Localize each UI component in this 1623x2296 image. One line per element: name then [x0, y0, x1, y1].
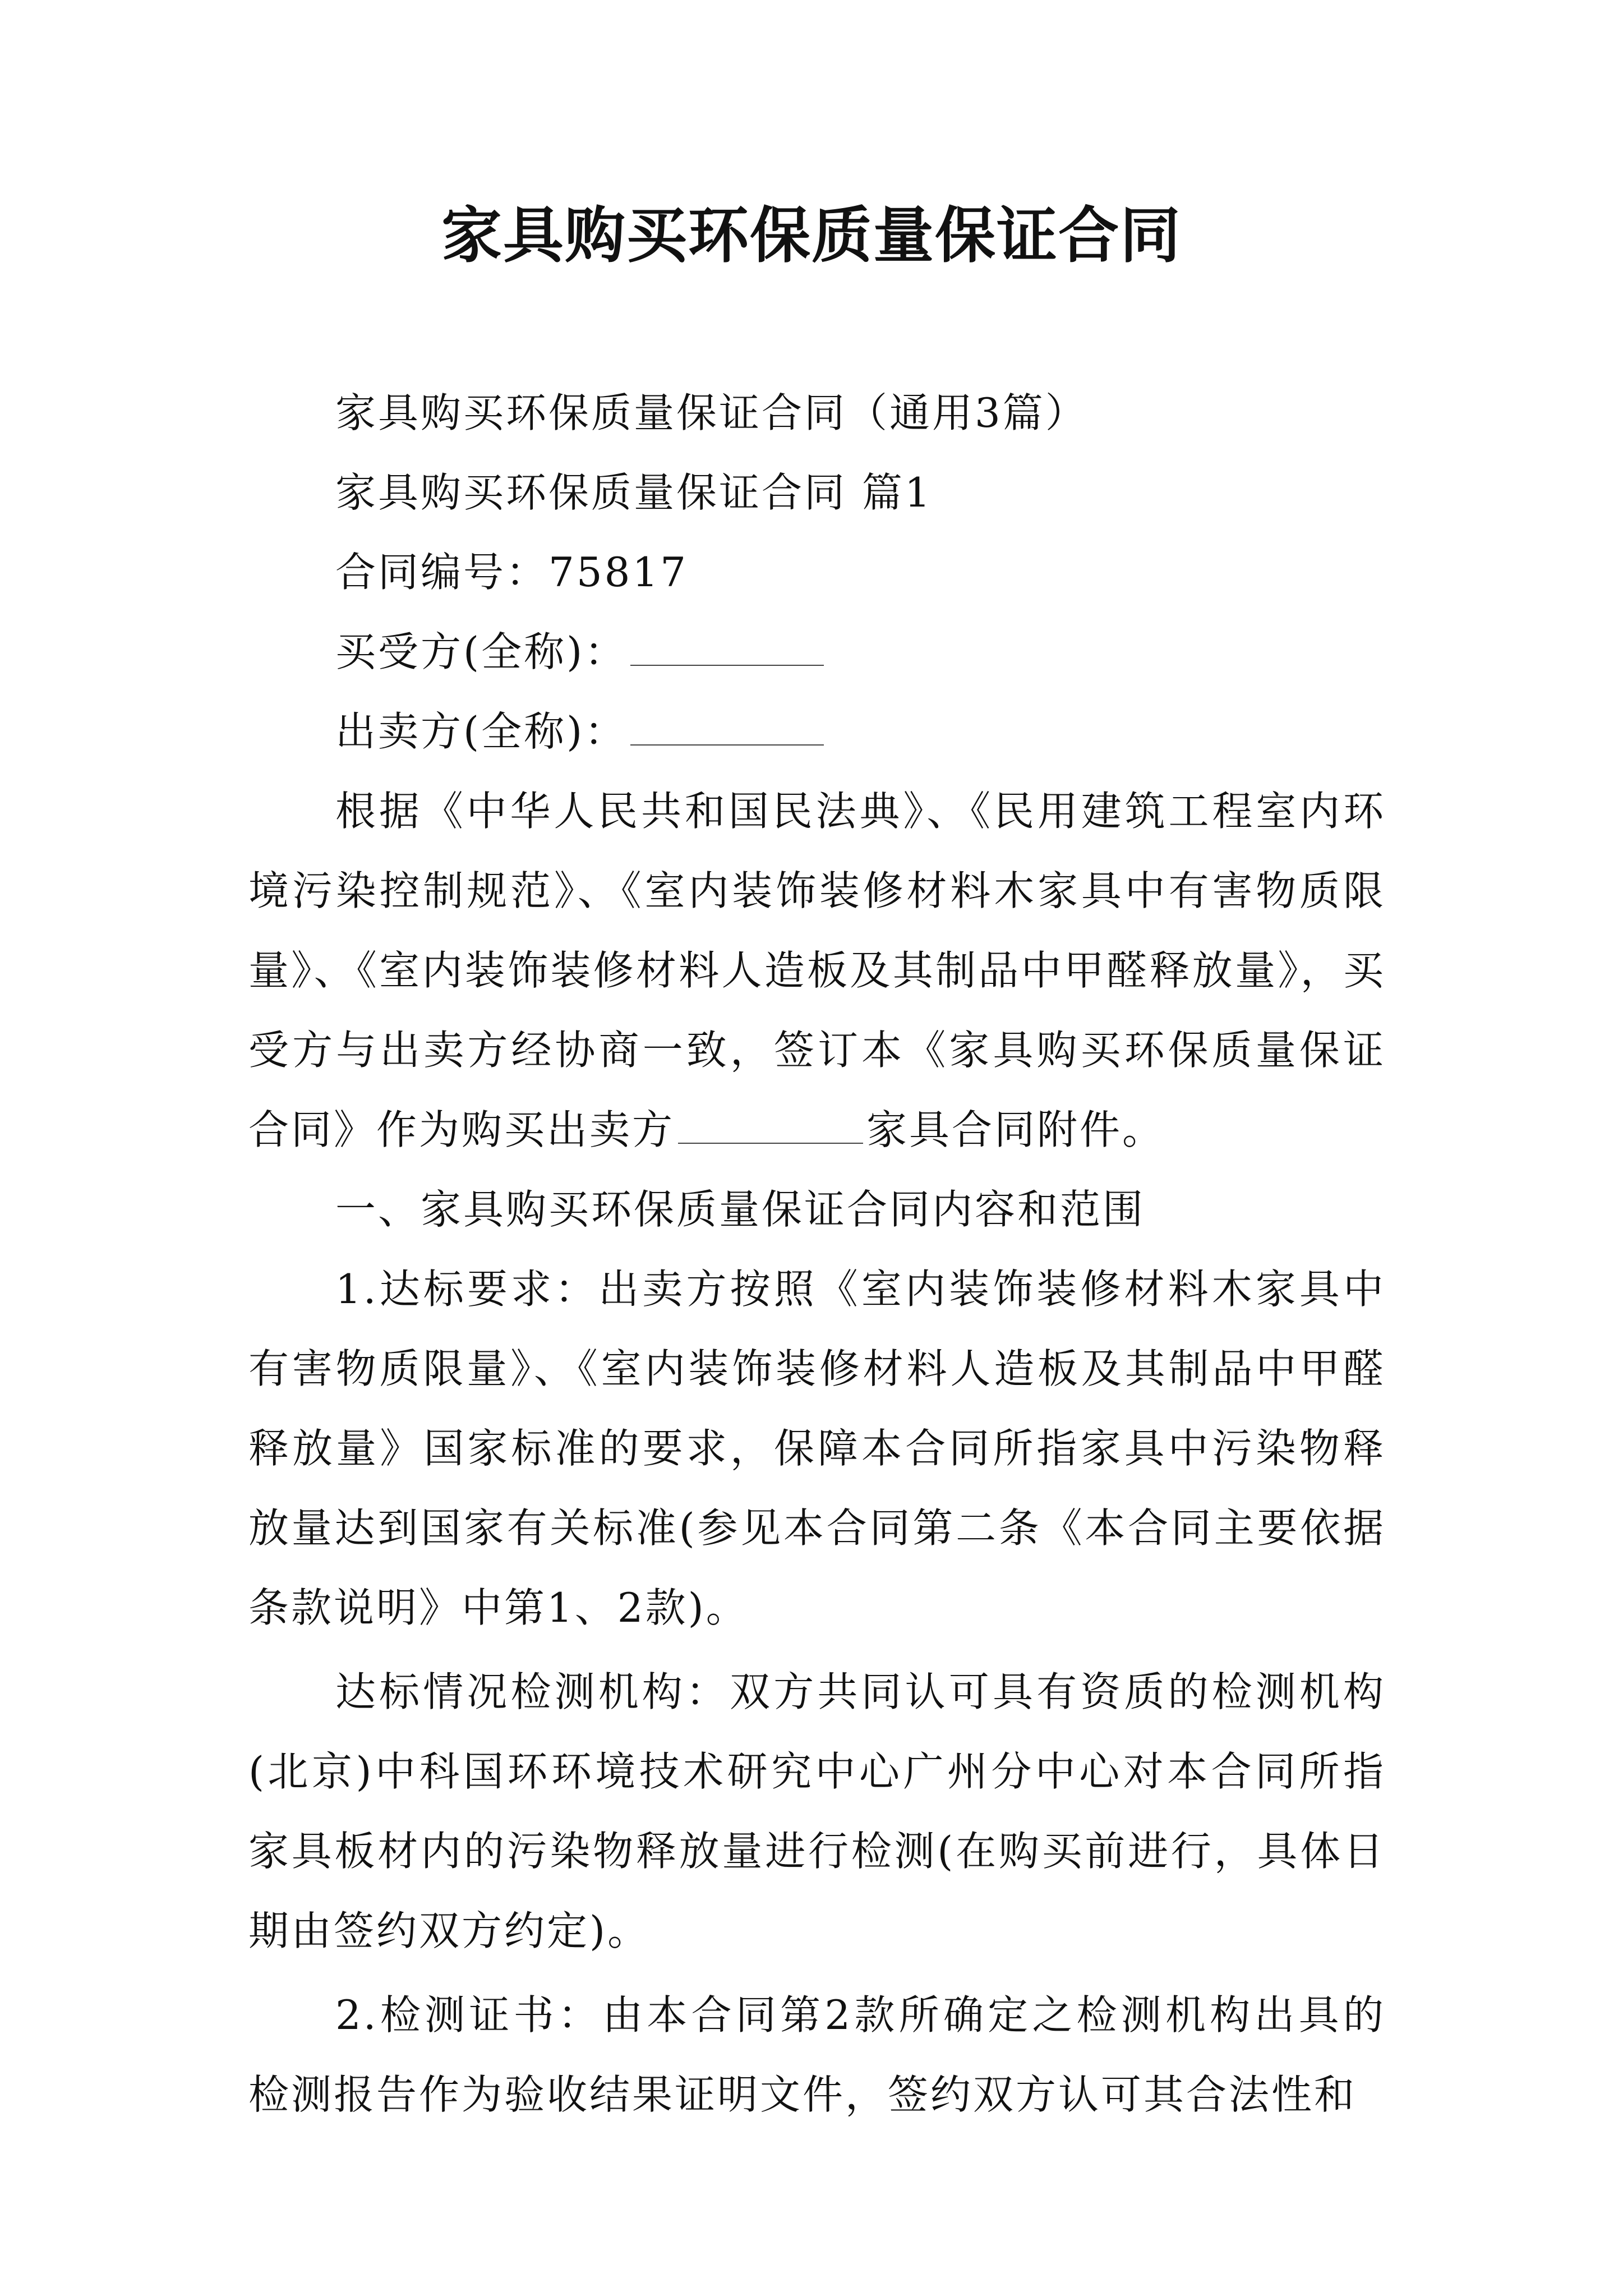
article1-heading: 一、家具购买环保质量保证合同内容和范围	[335, 1186, 1146, 1233]
clause-2-paragraph: 2.检测证书：由本合同第2款所确定之检测机构出具的检测报告作为验收结果证明文件，签约双方认可其合法性和	[248, 1991, 1386, 2118]
intro-text: 根据《中华人民共和国民法典》、《民用建筑工程室内环境污染控制规范》、《室内装饰装修材料木家具中有害物质限量》、《室内装饰装修材料人造板及其制品中甲醛释放量》，买受方与出卖方经协商一致，签订本《家具购买环保质量保证合同》作为购买出卖方	[248, 788, 1386, 1153]
seller-label: 出卖方(全称)：	[335, 708, 628, 755]
contract-number-line	[248, 532, 1386, 612]
clause-1-paragraph: 1.达标要求：出卖方按照《室内装饰装修材料木家具中有害物质限量》、《室内装饰装修材料人造板及其制品中甲醛释放量》国家标准的要求，保障本合同所指家具中污染物释放量达到国家有关标准(参见本合同第二条《本合同主要依据条款说明》中第1、2款)。	[248, 1266, 1386, 1631]
contract-number-label: 合同编号：	[335, 549, 549, 596]
buyer-line	[248, 612, 1386, 692]
buyer-label: 买受方(全称)：	[335, 628, 628, 675]
contract-number-value: 75817	[548, 549, 689, 596]
document-subtitle: 家具购买环保质量保证合同（通用3篇）	[335, 389, 1088, 436]
intro-text-end: 家具合同附件。	[866, 1106, 1165, 1153]
seller-name-blank[interactable]	[630, 711, 824, 746]
section-heading: 家具购买环保质量保证合同 篇1	[335, 469, 933, 516]
document-body	[248, 373, 1386, 2134]
seller-line	[248, 692, 1386, 771]
document-title: 家具购买环保质量保证合同	[441, 200, 1182, 271]
testing-org-paragraph: 达标情况检测机构：双方共同认可具有资质的检测机构(北京)中科国环环境技术研究中心广州分中心对本合同所指家具板材内的污染物释放量进行检测(在购买前进行，具体日期由签约双方约定)。	[248, 1668, 1386, 1954]
intro-paragraph	[248, 771, 1386, 1170]
buyer-name-blank[interactable]	[630, 631, 824, 666]
furniture-name-blank[interactable]	[678, 1109, 863, 1144]
